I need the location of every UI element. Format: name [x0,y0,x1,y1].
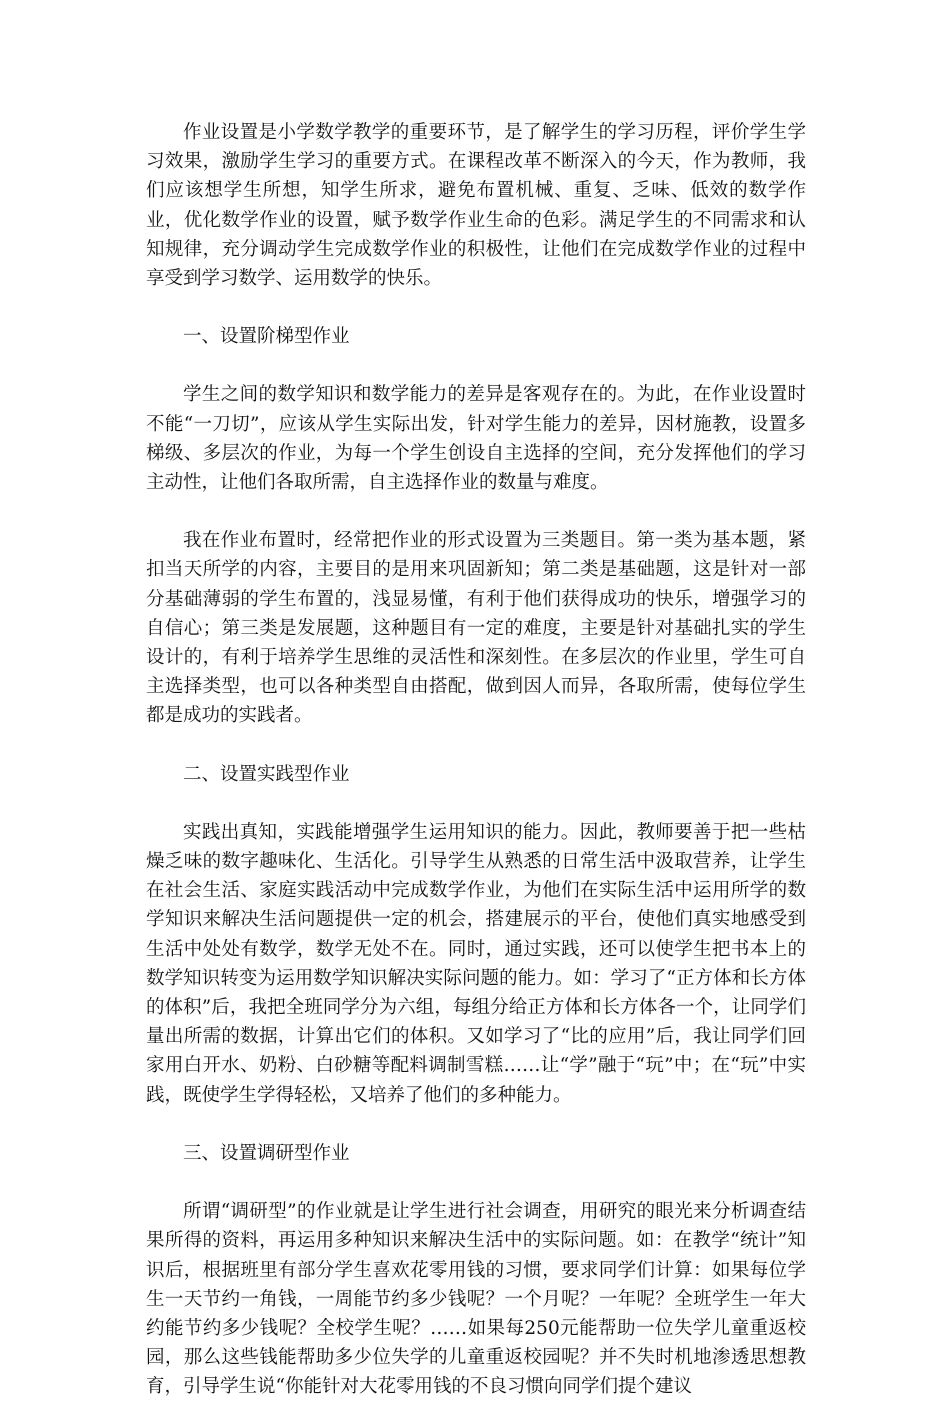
section-heading-3: 三、设置调研型作业 [183,1142,350,1164]
document-body [146,118,806,1402]
paragraph-spacer [146,293,806,322]
paragraph-section3: 所谓“调研型”的作业就是让学生进行社会调查，用研究的眼光来分析调查结果所得的资料，再运用多种知识来解决生活中的实际问题。如：在教学“统计”知识后，根据班里有部分学生喜欢花零用钱的习惯，要求同学们计算：如果每位学生一天节约一角钱，一周能节约多少钱呢？一个月呢？一年呢？全班学生一年大约能节约多少钱呢？全校学生呢？……如果每250元能帮助一位失学儿童重返校园，那么这些钱能帮助多少位失学的儿童重返校园呢？并不失时机地渗透思想教育，引导学生说“你能针对大花零用钱的不良习惯向同学们提个建议 [146,1201,806,1398]
paragraph-spacer [146,497,806,526]
paragraph-spacer [146,1110,806,1139]
paragraph-intro: 作业设置是小学数学教学的重要环节，是了解学生的学习历程，评价学生学习效果，激励学生学习的重要方式。在课程改革不断深入的今天，作为教师，我们应该想学生所想，知学生所求，避免布置机械、重复、乏味、低效的数学作业，优化数学作业的设置，赋予数学作业生命的色彩。满足学生的不同需求和认知规律，充分调动学生完成数学作业的积极性，让他们在完成数学作业的过程中享受到学习数学、运用数学的快乐。 [146,122,806,290]
paragraph-spacer [146,1168,806,1197]
paragraph-spacer [146,351,806,380]
paragraph-spacer [146,789,806,818]
paragraph-section1-b: 我在作业布置时，经常把作业的形式设置为三类题目。第一类为基本题，紧扣当天所学的内容，主要目的是用来巩固新知；第二类是基础题，这是针对一部分基础薄弱的学生布置的，浅显易懂，有利于他们获得成功的快乐，增强学习的自信心；第三类是发展题，这种题目有一定的难度，主要是针对基础扎实的学生设计的，有利于培养学生思维的灵活性和深刻性。在多层次的作业里，学生可自主选择类型，也可以各种类型自由搭配，做到因人而异，各取所需，使每位学生都是成功的实践者。 [146,530,806,727]
paragraph-spacer [146,731,806,760]
section-heading-2: 二、设置实践型作业 [183,763,350,785]
paragraph-section1-a: 学生之间的数学知识和数学能力的差异是客观存在的。为此，在作业设置时不能“一刀切”，应该从学生实际出发，针对学生能力的差异，因材施教，设置多梯级、多层次的作业，为每一个学生创设自主选择的空间，充分发挥他们的学习主动性，让他们各取所需，自主选择作业的数量与难度。 [146,384,806,494]
section-heading-1: 一、设置阶梯型作业 [183,326,350,348]
paragraph-section2: 实践出真知，实践能增强学生运用知识的能力。因此，教师要善于把一些枯燥乏味的数字趣味化、生活化。引导学生从熟悉的日常生活中汲取营养，让学生在社会生活、家庭实践活动中完成数学作业，为他们在实际生活中运用所学的数学知识来解决生活问题提供一定的机会，搭建展示的平台，使他们真实地感受到生活中处处有数学，数学无处不在。同时，通过实践，还可以使学生把书本上的数学知识转变为运用数学知识解决实际问题的能力。如：学习了“正方体和长方体的体积”后，我把全班同学分为六组，每组分给正方体和长方体各一个，让同学们量出所需的数据，计算出它们的体积。又如学习了“比的应用”后，我让同学们回家用白开水、奶粉、白砂糖等配料调制雪糕……让“学”融于“玩”中；在“玩”中实践，既使学生学得轻松，又培养了他们的多种能力。 [146,821,806,1106]
